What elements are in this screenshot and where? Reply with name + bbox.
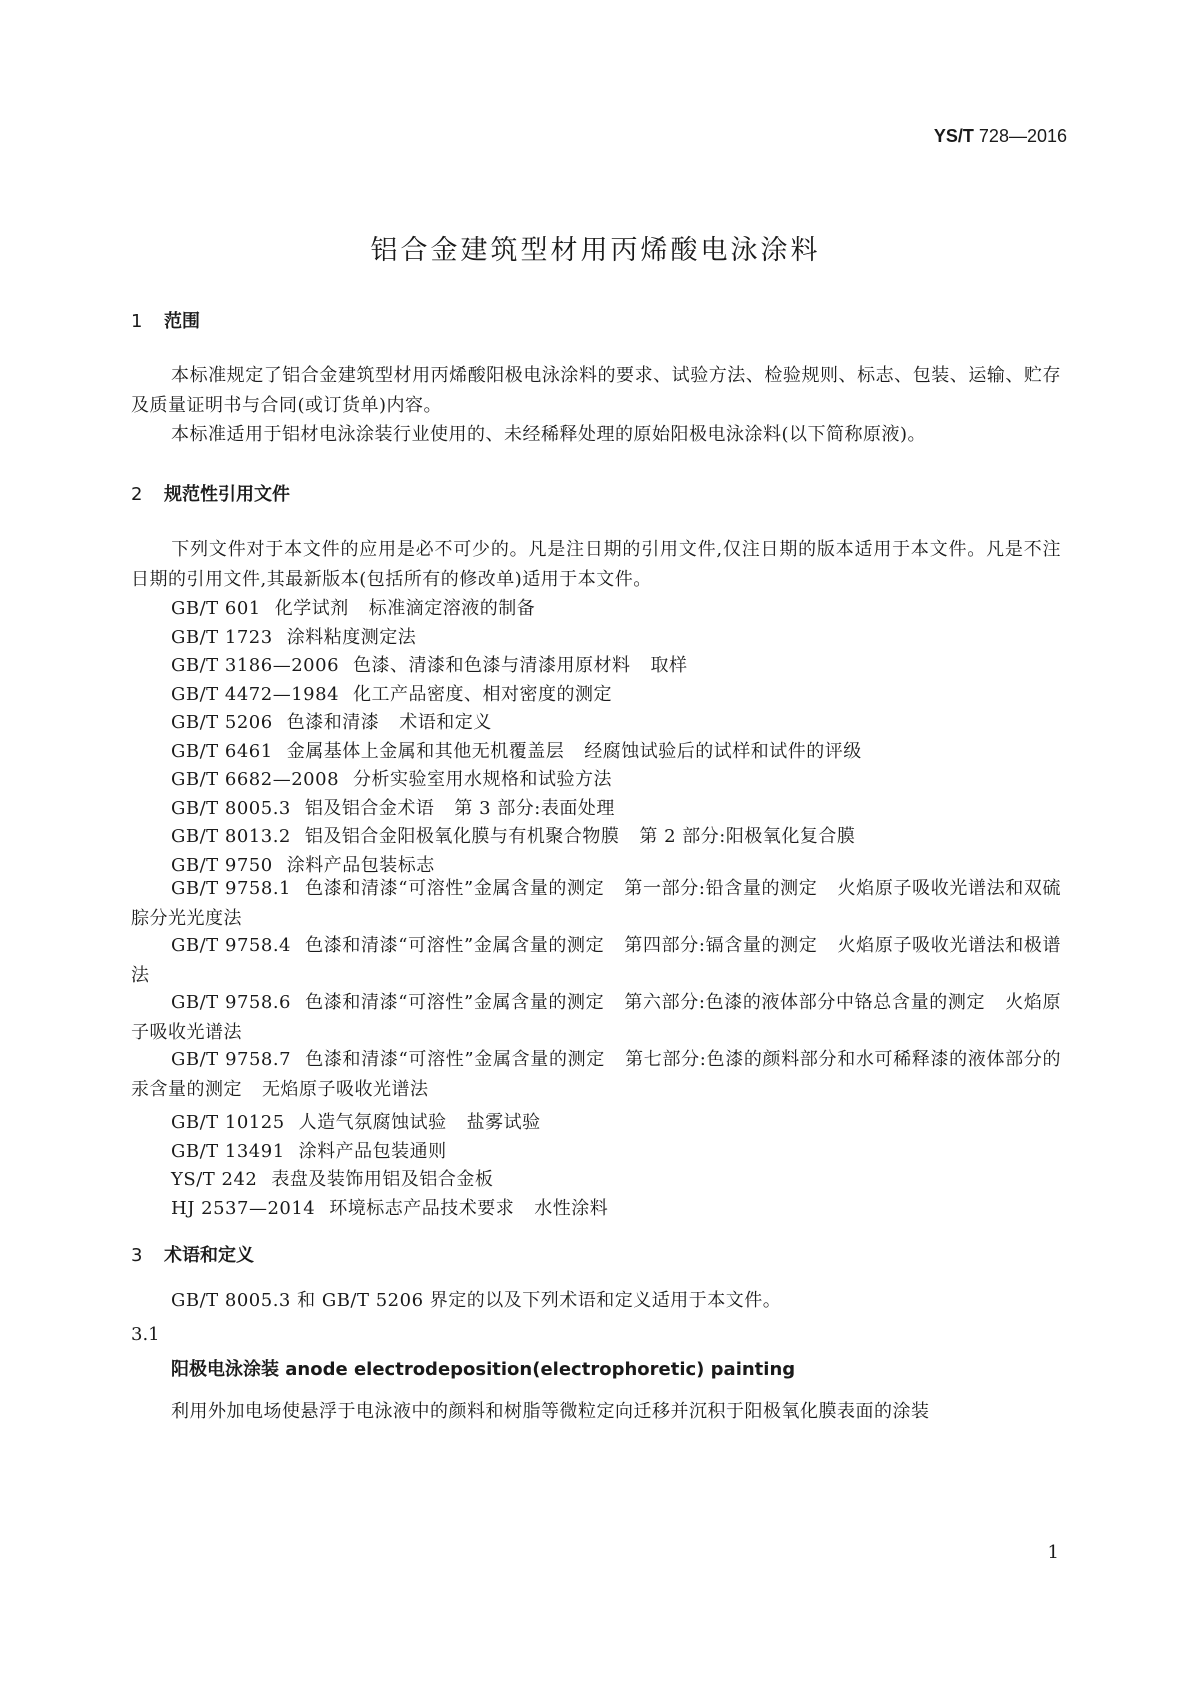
reference-item: GB/T 6461 金属基体上金属和其他无机覆盖层 经腐蚀试验后的试样和试件的评级	[171, 741, 862, 762]
reference-item: GB/T 8005.3 铝及铝合金术语 第 3 部分:表面处理	[171, 798, 615, 819]
term-anode-electrodeposition: 阳极电泳涂装 anode electrodeposition(electrophoretic) painting	[171, 1359, 796, 1380]
reference-item: GB/T 10125 人造气氛腐蚀试验 盐雾试验	[171, 1112, 541, 1133]
reference-item-long: GB/T 9758.6 色漆和清漆“可溶性”金属含量的测定 第六部分:色漆的液体部分中铬总含量的测定 火焰原子吸收光谱法	[131, 992, 1062, 1043]
reference-item: GB/T 8013.2 铝及铝合金阳极氧化膜与有机聚合物膜 第 2 部分:阳极氧化复合膜	[171, 826, 856, 847]
term-definition: 利用外加电场使悬浮于电泳液中的颜料和树脂等微粒定向迁移并沉积于阳极氧化膜表面的涂装	[171, 1401, 930, 1422]
reference-item: GB/T 601 化学试剂 标准滴定溶液的制备	[171, 598, 536, 619]
standard-number: YS/T 728—2016	[933, 126, 1067, 146]
section-2-heading: 2 规范性引用文件	[131, 484, 290, 505]
reference-item: GB/T 3186—2006 色漆、清漆和色漆与清漆用原材料 取样	[171, 655, 688, 676]
clause-3-1-number: 3.1	[131, 1324, 160, 1345]
reference-item: YS/T 242 表盘及装饰用铝及铝合金板	[171, 1169, 494, 1190]
reference-item: GB/T 13491 涂料产品包装通则	[171, 1141, 447, 1162]
reference-item: HJ 2537—2014 环境标志产品技术要求 水性涂料	[171, 1198, 609, 1219]
section-3-heading: 3 术语和定义	[131, 1245, 254, 1266]
section-1-paragraph-1: 本标准规定了铝合金建筑型材用丙烯酸阳极电泳涂料的要求、试验方法、检验规则、标志、包装、运输、贮存及质量证明书与合同(或订货单)内容。	[131, 365, 1061, 416]
section-3-intro: GB/T 8005.3 和 GB/T 5206 界定的以及下列术语和定义适用于本文件。	[171, 1290, 782, 1311]
reference-item: GB/T 1723 涂料粘度测定法	[171, 627, 417, 648]
reference-item: GB/T 6682—2008 分析实验室用水规格和试验方法	[171, 769, 613, 790]
section-1-heading: 1 范围	[131, 311, 200, 332]
document-title: 铝合金建筑型材用丙烯酸电泳涂料	[370, 235, 821, 266]
reference-item-long: GB/T 9758.1 色漆和清漆“可溶性”金属含量的测定 第一部分:铅含量的测定 火焰原子吸收光谱法和双硫腙分光光度法	[131, 878, 1061, 929]
reference-item: GB/T 4472—1984 化工产品密度、相对密度的测定	[171, 684, 613, 705]
section-1-paragraph-2: 本标准适用于铝材电泳涂装行业使用的、未经稀释处理的原始阳极电泳涂料(以下简称原液)。	[171, 424, 927, 445]
reference-item: GB/T 5206 色漆和清漆 术语和定义	[171, 712, 492, 733]
section-2-intro: 下列文件对于本文件的应用是必不可少的。凡是注日期的引用文件,仅注日期的版本适用于本文件。凡是不注日期的引用文件,其最新版本(包括所有的修改单)适用于本文件。	[131, 539, 1061, 590]
reference-item: GB/T 9750 涂料产品包装标志	[171, 855, 435, 876]
reference-item-long: GB/T 9758.4 色漆和清漆“可溶性”金属含量的测定 第四部分:镉含量的测定 火焰原子吸收光谱法和极谱法	[131, 935, 1061, 986]
reference-item-long: GB/T 9758.7 色漆和清漆“可溶性”金属含量的测定 第七部分:色漆的颜料部分和水可稀释漆的液体部分的汞含量的测定 无焰原子吸收光谱法	[131, 1049, 1062, 1100]
page-number: 1	[1047, 1542, 1059, 1563]
